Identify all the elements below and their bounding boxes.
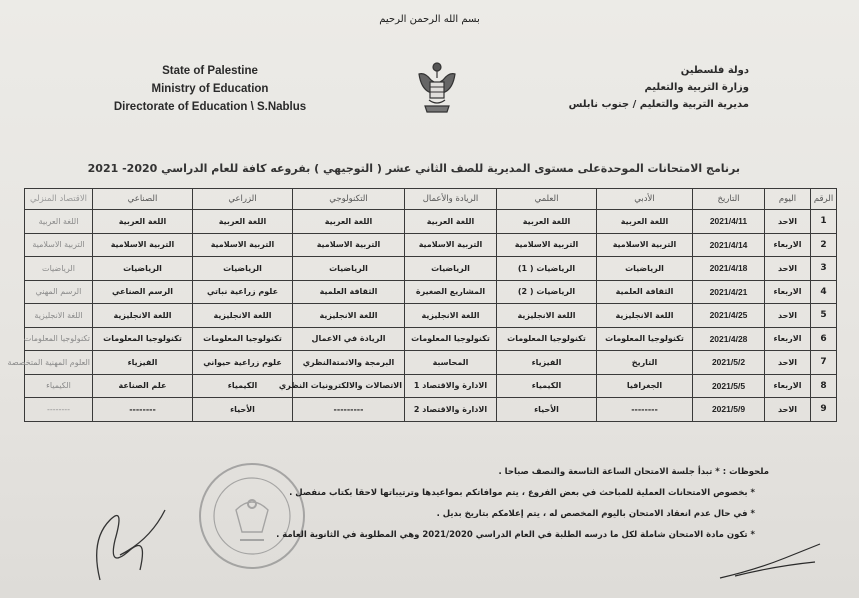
cell-scientific: اللغة الانجليزية <box>497 304 597 328</box>
cell-day: الاربعاء <box>765 374 811 398</box>
note-item: * تكون مادة الامتحان شاملة لكل ما درسه الطلبة في العام الدراسي 2021/2020 وهي المطلوبة في الثانوية العامة . <box>276 530 755 540</box>
cell-entrepreneurship: الادارة والاقتصاد 1 <box>405 374 497 398</box>
cell-number: 9 <box>811 398 837 422</box>
cell-scientific: الكيمياء <box>497 374 597 398</box>
cell-agricultural: الرياضيات <box>193 257 293 281</box>
cell-agricultural: تكنولوجيا المعلومات <box>193 327 293 351</box>
cell-entrepreneurship: تكنولوجيا المعلومات <box>405 327 497 351</box>
note-item: * في حال عدم انعقاد الامتحان باليوم المخصص له ، يتم إعلامكم بتاريخ بديل . <box>436 509 755 519</box>
cell-date: 2021/5/9 <box>693 398 765 422</box>
cell-industrial: اللغة الانجليزية <box>93 304 193 328</box>
cell-industrial: اللغة العربية <box>93 210 193 234</box>
cell-home-economics: الرسم المهني <box>25 280 93 304</box>
table-row <box>25 210 837 234</box>
table-row <box>25 351 837 375</box>
cell-technology: البرمجة والاتمتةالنظري <box>293 351 405 375</box>
cell-day: الاحد <box>765 257 811 281</box>
cell-industrial: -------- <box>93 398 193 422</box>
cell-industrial: الرسم الصناعي <box>93 280 193 304</box>
cell-scientific: الأحياء <box>497 398 597 422</box>
cell-industrial: التربية الاسلامية <box>93 233 193 257</box>
cell-home-economics: العلوم المهنية المتخصصة <box>25 351 93 375</box>
table-row <box>25 398 837 422</box>
document-title: برنامج الامتحانات الموحدةعلى مستوى المديرية للصف الثاني عشر ( التوجيهي ) بفروعه كافة للعام الدراسي 2020- 2021 <box>87 162 740 175</box>
cell-home-economics: الكيمياء <box>25 374 93 398</box>
cell-home-economics: الرياضيات <box>25 257 93 281</box>
cell-home-economics: تكنولوجيا المعلومات <box>25 327 93 351</box>
col-header-technology: التكنولوجي <box>293 189 405 210</box>
cell-entrepreneurship: المحاسبة <box>405 351 497 375</box>
note-item: ملحوظات : * تبدأ جلسة الامتحان الساعة التاسعة والنصف صباحا . <box>498 467 769 477</box>
col-header-literary: الأدبي <box>597 189 693 210</box>
cell-scientific: اللغة العربية <box>497 210 597 234</box>
cell-technology: اللغة العربية <box>293 210 405 234</box>
cell-scientific: الرياضيات ( 1) <box>497 257 597 281</box>
exam-schedule-table <box>7 188 837 422</box>
cell-date: 2021/4/11 <box>693 210 765 234</box>
signature-left <box>70 480 170 590</box>
cell-technology: الاتصالات والالكترونيات النظري <box>293 374 405 398</box>
signature-right <box>715 540 825 585</box>
cell-home-economics: اللغة الانجليزية <box>25 304 93 328</box>
col-header-scientific: العلمي <box>497 189 597 210</box>
cell-agricultural: الكيمياء <box>193 374 293 398</box>
cell-literary: التربية الاسلامية <box>597 233 693 257</box>
cell-industrial: علم الصناعة <box>93 374 193 398</box>
cell-industrial: تكنولوجيا المعلومات <box>93 327 193 351</box>
cell-literary: التاريخ <box>597 351 693 375</box>
table-row <box>25 327 837 351</box>
header-english <box>95 62 325 116</box>
cell-number: 7 <box>811 351 837 375</box>
header-ar-directorate: مديرية التربية والتعليم / جنوب نابلس <box>568 99 749 110</box>
cell-number: 5 <box>811 304 837 328</box>
cell-number: 1 <box>811 210 837 234</box>
cell-scientific: التربية الاسلامية <box>497 233 597 257</box>
cell-technology: --------- <box>293 398 405 422</box>
cell-technology: الثقافة العلمية <box>293 280 405 304</box>
cell-scientific: تكنولوجيا المعلومات <box>497 327 597 351</box>
cell-date: 2021/4/21 <box>693 280 765 304</box>
cell-date: 2021/4/18 <box>693 257 765 281</box>
note-item: * بخصوص الامتحانات العملية للمباحث في بعض الفروع ، يتم موافاتكم بمواعيدها وترتيباتها لاحقا بكتاب منفصل . <box>289 488 755 498</box>
header-en-state: State of Palestine <box>162 65 258 77</box>
header-ar-state: دولة فلسطين <box>680 65 749 76</box>
cell-technology: اللغة الانجليزية <box>293 304 405 328</box>
table-row <box>25 257 837 281</box>
cell-day: الاربعاء <box>765 280 811 304</box>
header-arabic <box>549 62 749 113</box>
header-en-ministry: Ministry of Education <box>151 83 269 95</box>
table-header-row <box>25 189 837 210</box>
cell-entrepreneurship: الرياضيات <box>405 257 497 281</box>
cell-day: الاحد <box>765 210 811 234</box>
cell-agricultural: التربية الاسلامية <box>193 233 293 257</box>
cell-date: 2021/4/14 <box>693 233 765 257</box>
cell-home-economics: التربية الاسلامية <box>25 233 93 257</box>
cell-number: 4 <box>811 280 837 304</box>
cell-industrial: الفيزياء <box>93 351 193 375</box>
col-header-industrial: الصناعي <box>93 189 193 210</box>
notes-section <box>215 462 769 546</box>
cell-agricultural: اللغة الانجليزية <box>193 304 293 328</box>
cell-scientific: الرياضيات ( 2) <box>497 280 597 304</box>
basmala: بسم الله الرحمن الرحيم <box>379 14 480 25</box>
table-row <box>25 374 837 398</box>
cell-date: 2021/5/2 <box>693 351 765 375</box>
cell-agricultural: علوم زراعية نباتي <box>193 280 293 304</box>
col-header-date: التاريخ <box>693 189 765 210</box>
col-header-home-economics: الاقتصاد المنزلي <box>25 189 93 210</box>
cell-literary: اللغة الانجليزية <box>597 304 693 328</box>
cell-literary: اللغة العربية <box>597 210 693 234</box>
cell-literary: الرياضيات <box>597 257 693 281</box>
col-header-entrepreneurship: الريادة والأعمال <box>405 189 497 210</box>
cell-industrial: الرياضيات <box>93 257 193 281</box>
cell-literary: الثقافة العلمية <box>597 280 693 304</box>
cell-home-economics: -------- <box>25 398 93 422</box>
cell-day: الاربعاء <box>765 233 811 257</box>
cell-literary: -------- <box>597 398 693 422</box>
table-row <box>25 304 837 328</box>
cell-technology: الريادة في الاعمال <box>293 327 405 351</box>
cell-day: الاربعاء <box>765 327 811 351</box>
cell-number: 2 <box>811 233 837 257</box>
header-ar-ministry: وزارة التربية والتعليم <box>644 82 749 93</box>
table-row <box>25 233 837 257</box>
cell-date: 2021/5/5 <box>693 374 765 398</box>
cell-literary: الجغرافيا <box>597 374 693 398</box>
col-header-number: الرقم <box>811 189 837 210</box>
cell-day: الاحد <box>765 398 811 422</box>
palestine-eagle-emblem-icon <box>415 58 459 118</box>
cell-agricultural: الأحياء <box>193 398 293 422</box>
cell-entrepreneurship: اللغة الانجليزية <box>405 304 497 328</box>
cell-day: الاحد <box>765 351 811 375</box>
cell-number: 3 <box>811 257 837 281</box>
col-header-agricultural: الزراعي <box>193 189 293 210</box>
cell-technology: التربية الاسلامية <box>293 233 405 257</box>
cell-entrepreneurship: اللغة العربية <box>405 210 497 234</box>
cell-date: 2021/4/28 <box>693 327 765 351</box>
cell-entrepreneurship: التربية الاسلامية <box>405 233 497 257</box>
cell-scientific: الفيزياء <box>497 351 597 375</box>
cell-entrepreneurship: الادارة والاقتصاد 2 <box>405 398 497 422</box>
cell-agricultural: اللغة العربية <box>193 210 293 234</box>
cell-home-economics: اللغة العربية <box>25 210 93 234</box>
cell-day: الاحد <box>765 304 811 328</box>
cell-date: 2021/4/25 <box>693 304 765 328</box>
cell-agricultural: علوم زراعية حيواني <box>193 351 293 375</box>
header-en-directorate: Directorate of Education \ S.Nablus <box>113 101 307 113</box>
cell-literary: تكنولوجيا المعلومات <box>597 327 693 351</box>
col-header-day: اليوم <box>765 189 811 210</box>
cell-entrepreneurship: المشاريع الصغيرة <box>405 280 497 304</box>
cell-number: 8 <box>811 374 837 398</box>
cell-number: 6 <box>811 327 837 351</box>
cell-technology: الرياضيات <box>293 257 405 281</box>
table-row <box>25 280 837 304</box>
